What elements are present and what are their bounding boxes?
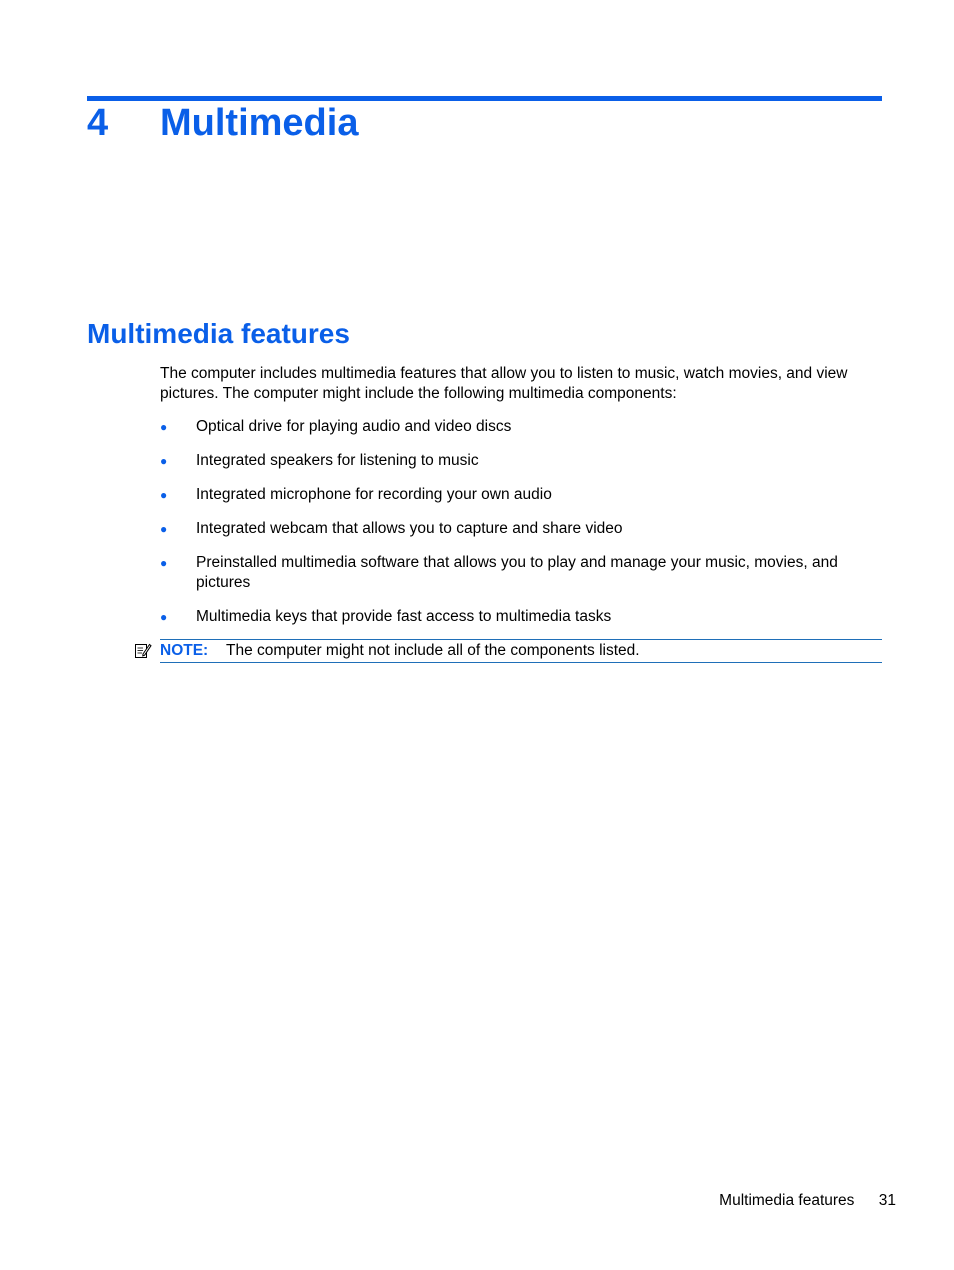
list-item — [160, 553, 882, 593]
list-item-text: Integrated microphone for recording your own audio — [196, 486, 552, 503]
bullet-icon: ● — [160, 420, 168, 434]
list-item — [160, 519, 882, 539]
list-item-text: Integrated webcam that allows you to capture and share video — [196, 520, 623, 537]
chapter-number: 4 — [87, 102, 109, 144]
page-number: 31 — [878, 1192, 896, 1209]
bullet-icon: ● — [160, 488, 168, 502]
chapter-title: Multimedia — [160, 102, 359, 144]
note-box — [160, 639, 882, 663]
bullet-icon: ● — [160, 610, 168, 624]
chapter-heading — [87, 101, 358, 145]
list-item-text: Preinstalled multimedia software that allows you to play and manage your music, movies, and pictures — [196, 554, 838, 591]
note-pencil-icon — [134, 641, 152, 659]
list-item — [160, 417, 882, 437]
bullet-icon: ● — [160, 522, 168, 536]
list-item — [160, 485, 882, 505]
section-title: Multimedia features — [87, 318, 350, 349]
page-footer — [719, 1191, 896, 1211]
list-item — [160, 607, 882, 627]
intro-paragraph: The computer includes multimedia features that allow you to listen to music, watch movies, and view pictures. The computer might include the following multimedia components: — [160, 365, 848, 402]
note-label: NOTE: — [160, 642, 209, 659]
bullet-icon: ● — [160, 556, 168, 570]
bullet-icon: ● — [160, 454, 168, 468]
note-text: The computer might not include all of the components listed. — [226, 642, 640, 659]
list-item-text: Multimedia keys that provide fast access to multimedia tasks — [196, 608, 612, 625]
list-item-text: Optical drive for playing audio and video discs — [196, 418, 512, 435]
list-item-text: Integrated speakers for listening to music — [196, 452, 479, 469]
component-list — [160, 417, 882, 641]
list-item — [160, 451, 882, 471]
footer-section-title: Multimedia features — [719, 1192, 855, 1209]
